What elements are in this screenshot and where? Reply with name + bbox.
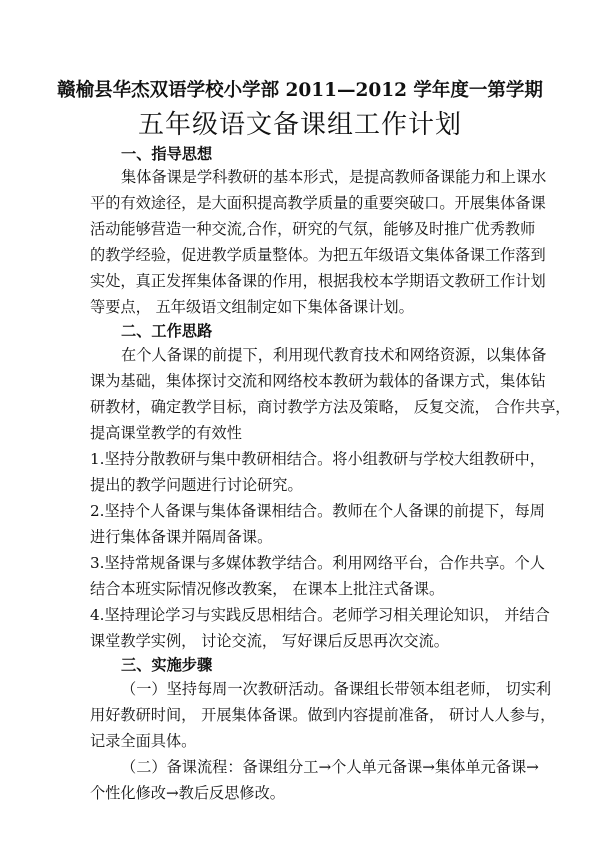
section-heading-implementation-steps: 三、实施步骤 xyxy=(121,656,213,674)
paragraph-line: 提高课堂教学的有效性 xyxy=(90,424,242,442)
list-item-line: 4.坚持理论学习与实践反思相结合。老师学习相关理论知识， 并结合 xyxy=(90,606,550,624)
list-item-line: 课堂教学实例， 讨论交流， 写好课后反思再次交流。 xyxy=(90,632,449,650)
list-item-line: 3.坚持常规备课与多媒体教学结合。利用网络平台，合作共享。个人 xyxy=(90,554,545,572)
paragraph-line: 平的有效途径，是大面积提高教学质量的重要突破口。开展集体备课 xyxy=(90,194,546,212)
list-item-line: 进行集体备课并隔周备课。 xyxy=(90,528,273,546)
list-item-line: 2.坚持个人备课与集体备课相结合。教师在个人备课的前提下，每周 xyxy=(90,502,545,520)
paragraph-line: （一）坚持每周一次教研活动。备课组长带领本组老师， 切实利 xyxy=(121,680,552,698)
document-title-plan: 五年级语文备课组工作计划 xyxy=(137,110,462,140)
paragraph-line: 记录全面具体。 xyxy=(90,732,197,750)
paragraph-line: 研教材，确定教学目标，商讨教学方法及策略， 反复交流， 合作共享， xyxy=(90,398,571,416)
paragraph-line: （二）备课流程：备课组分工→个人单元备课→集体单元备课→ xyxy=(121,758,539,776)
list-item-line: 结合本班实际情况修改教案， 在课本上批注式备课。 xyxy=(90,580,445,598)
paragraph-line: 用好教研时间， 开展集体备课。做到内容提前准备， 研讨人人参与， xyxy=(90,706,556,724)
section-heading-work-approach: 二、工作思路 xyxy=(121,322,213,340)
paragraph-line: 课为基础，集体探讨交流和网络校本教研为载体的备课方式，集体钻 xyxy=(90,372,546,390)
list-item-line: 1.坚持分散教研与集中教研相结合。将小组教研与学校大组教研中， xyxy=(90,450,545,468)
section-heading-guiding-ideology: 一、指导思想 xyxy=(121,145,213,163)
paragraph-line: 实处，真正发挥集体备课的作用，根据我校本学期语文教研工作计划 xyxy=(90,272,546,290)
paragraph-line: 等要点， 五年级语文组制定如下集体备课计划。 xyxy=(90,298,414,316)
paragraph-line: 个性化修改→教后反思修改。 xyxy=(90,784,285,802)
paragraph-line: 在个人备课的前提下，利用现代教育技术和网络资源，以集体备 xyxy=(121,346,547,364)
list-item-line: 提出的教学问题进行讨论研究。 xyxy=(90,476,303,494)
paragraph-line: 的教学经验，促进教学质量整体。为把五年级语文集体备课工作落到 xyxy=(90,246,546,264)
paragraph-line: 活动能够营造一种交流,合作，研究的气氛，能够及时推广优秀教师 xyxy=(90,220,536,238)
document-title-school: 赣榆县华杰双语学校小学部 2011—2012 学年度一第学期 xyxy=(57,80,543,101)
paragraph-line: 集体备课是学科教研的基本形式，是提高教师备课能力和上课水 xyxy=(121,168,547,186)
